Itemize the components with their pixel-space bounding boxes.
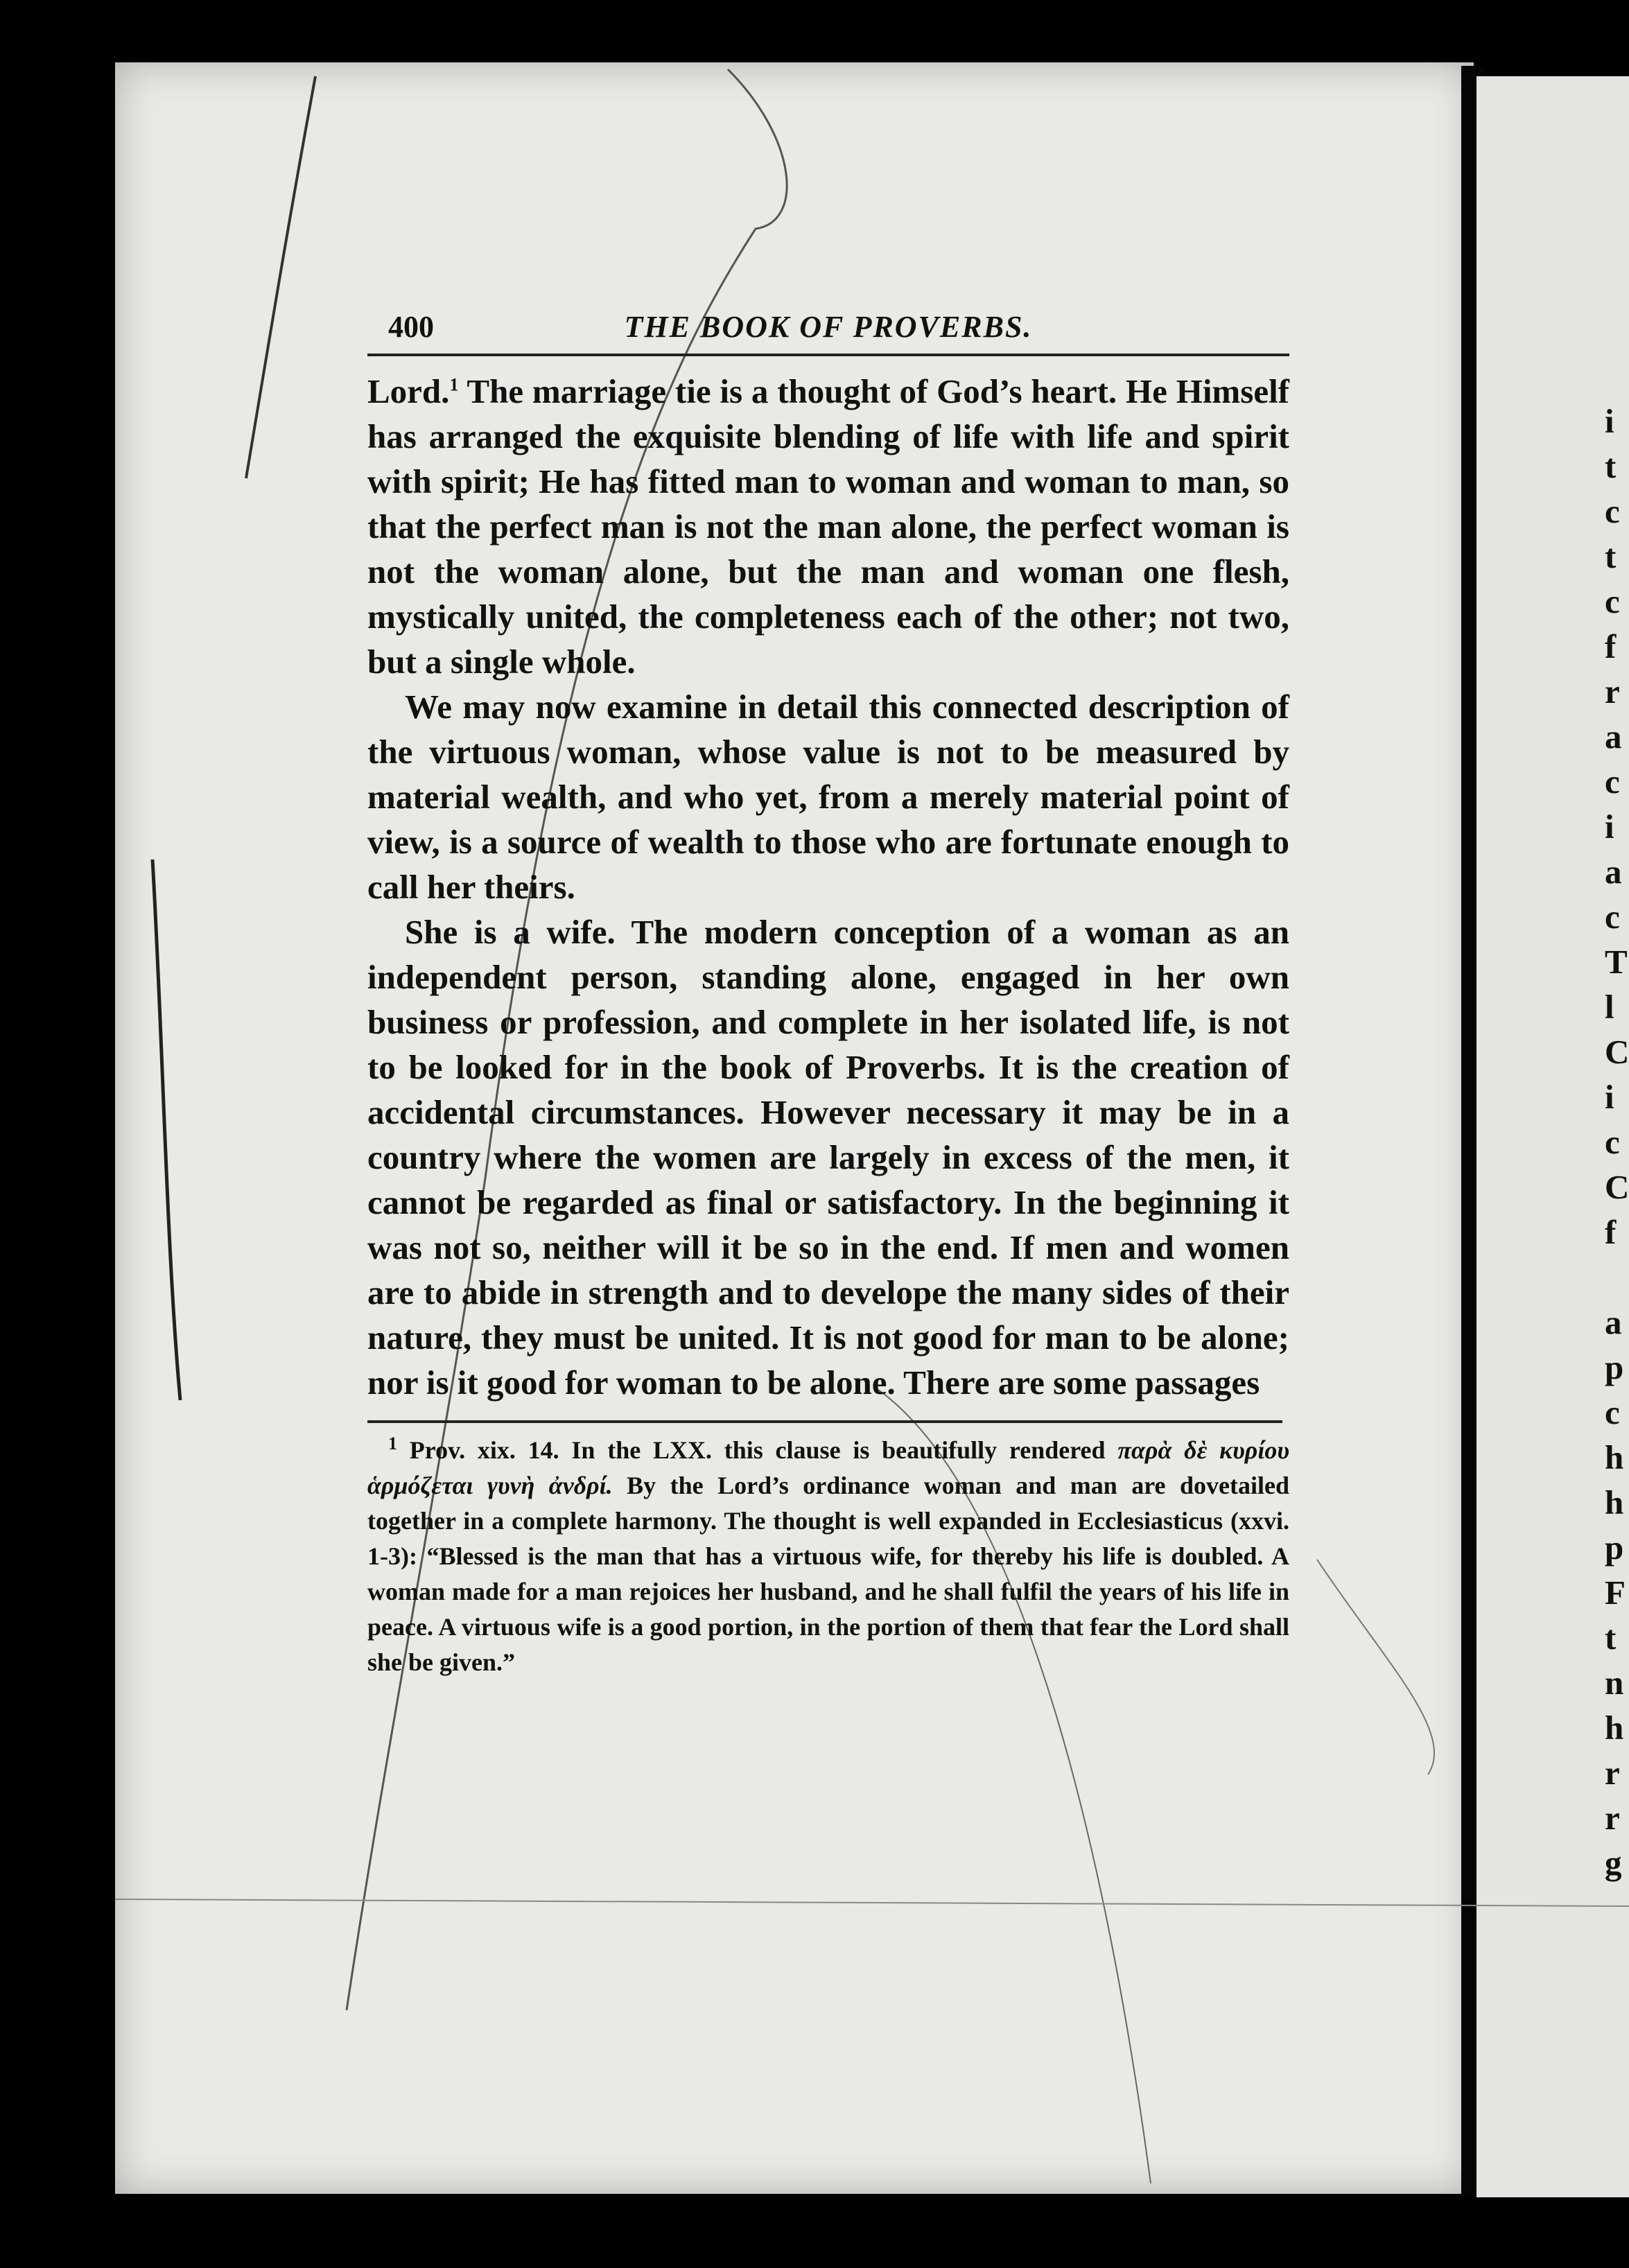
facing-page-letter: f — [1605, 627, 1617, 665]
page-number: 400 — [388, 310, 434, 344]
facing-page-letter: g — [1605, 1844, 1622, 1882]
facing-page-letter: p — [1605, 1528, 1624, 1567]
facing-page-fragment — [1605, 399, 1629, 1885]
facing-page-letter: l — [1605, 988, 1614, 1026]
facing-page-letter: c — [1605, 1393, 1620, 1431]
facing-page-letter: C — [1605, 1168, 1629, 1206]
facing-page-letter — [1605, 1255, 1629, 1300]
facing-page-letter: T — [1605, 943, 1628, 981]
facing-page-letter: t — [1605, 1619, 1617, 1657]
paragraph-2: We may now examine in detail this connected description of the virtuous woman, whose value is not to be measured by material wealth, and who yet, from a merely material point of view, is a source of wealth to those who are fortunate enough to call her theirs. — [367, 688, 1289, 906]
facing-page-letter: r — [1605, 672, 1620, 710]
facing-page-letter: t — [1605, 447, 1617, 485]
paragraph-1-text: The marriage tie is a thought of God’s heart. He Himself has arranged the exquisite blending of life with life and spirit with spirit; He has fitted man to woman and woman to man, so that the perfect man is not the man alone, the perfect woman is not the woman alone, but the man and woman one flesh, mystically united, the completeness each of the other; not two, but a single whole. — [367, 372, 1289, 681]
running-head — [367, 305, 1289, 356]
facing-page-letter: p — [1605, 1348, 1624, 1386]
facing-page-letter: h — [1605, 1438, 1624, 1476]
facing-page-letter: c — [1605, 492, 1620, 530]
facing-page-letter: F — [1605, 1573, 1626, 1612]
footnote-text-b: By the Lord’s ordinance woman and man are dovetailed together in a complete harmony. The thought is well expanded in Ecclesiasticus (xxvi. 1-3): “Blessed is the man that has a virtuous wife, for thereby his life is doubled. A woman made for a man rejoices her husband, and he shall fulfil the years of his life in peace. A virtuous wife is a good portion, in the portion of them that fear the Lord shall she be given.” — [367, 1472, 1289, 1676]
facing-page-letter: r — [1605, 1799, 1620, 1837]
running-title: THE BOOK OF PROVERBS. — [624, 310, 1033, 344]
paragraph-1-lead: Lord. — [367, 372, 450, 410]
footnote-greek: παρὰ δὲ κυρίου ἁρμόζεται γυνὴ ἀνδρί. — [367, 1436, 1289, 1499]
facing-page-letter: a — [1605, 853, 1622, 891]
book-page — [367, 305, 1289, 1680]
footnote-1 — [367, 1433, 1289, 1680]
facing-page-letter: C — [1605, 1033, 1629, 1071]
facing-page-letter: t — [1605, 537, 1617, 575]
facing-page-letter: i — [1605, 402, 1614, 440]
paragraph-1 — [367, 369, 1289, 684]
facing-page-letter: f — [1605, 1213, 1617, 1251]
facing-page-letter: a — [1605, 1303, 1622, 1341]
facing-page-letter: i — [1605, 1078, 1614, 1116]
footnote-text-a: Prov. xix. 14. In the LXX. this clause is beautifully rendered — [397, 1436, 1118, 1464]
facing-page-letter: c — [1605, 762, 1620, 801]
facing-page-letter: c — [1605, 898, 1620, 936]
facing-page-letter: n — [1605, 1664, 1624, 1702]
facing-page-letter: c — [1605, 582, 1620, 620]
facing-page-letter: h — [1605, 1483, 1624, 1521]
body-text — [367, 369, 1289, 1405]
footnote-ref: 1 — [449, 374, 459, 395]
facing-page-letter: a — [1605, 717, 1622, 756]
footnote-marker: 1 — [388, 1433, 397, 1454]
facing-page-letter: c — [1605, 1123, 1620, 1161]
facing-page-letter: r — [1605, 1754, 1620, 1792]
footnote-rule — [367, 1420, 1282, 1423]
facing-page-letter: h — [1605, 1709, 1624, 1747]
facing-page-letter: i — [1605, 808, 1614, 846]
paragraph-3: She is a wife. The modern conception of a woman as an independent person, standing alone, engaged in her own business or profession, and complete in her isolated life, is not to be looked for in the book of Proverbs. It is the creation of accidental circumstances. However necessary it may be in a country where the women are largely in excess of the men, it cannot be regarded as final or satisfactory. In the beginning it was not so, neither will it be so in the end. If men and women are to abide in strength and to develope the many sides of their nature, they must be united. It is not good for man to be alone; nor is it good for woman to be alone. There are some passages — [367, 913, 1289, 1402]
footnotes — [367, 1433, 1289, 1680]
